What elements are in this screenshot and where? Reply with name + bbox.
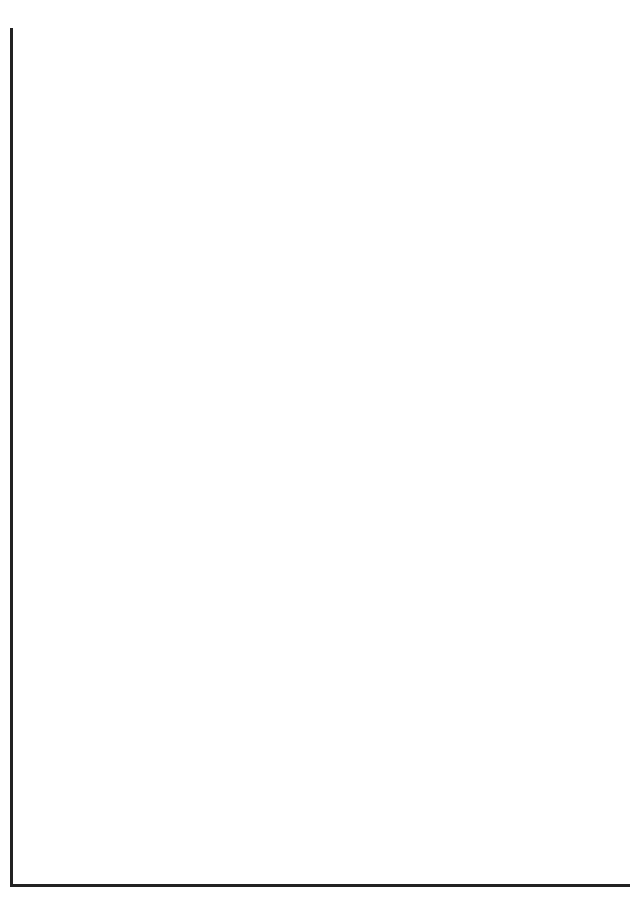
- handwritten-month: [413, 464, 425, 476]
- appendix-date-line: [412, 452, 426, 488]
- appendix-header: [412, 452, 426, 488]
- handwritten-number: [413, 452, 425, 464]
- handwritten-day: [413, 476, 425, 488]
